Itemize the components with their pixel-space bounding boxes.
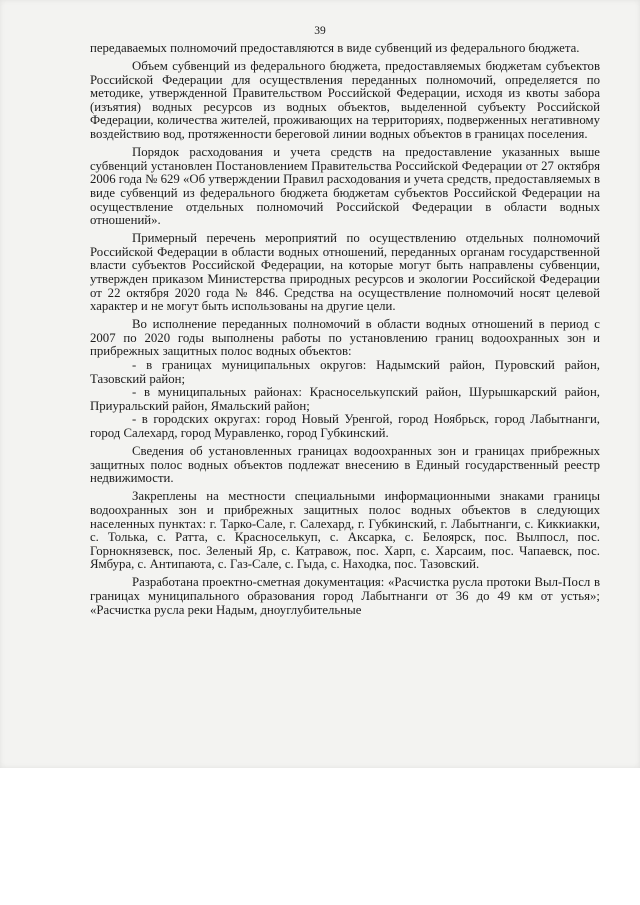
- paragraph-works-performed: Во исполнение переданных полномочий в области водных отношений в период с 2007 по 2020 годы выполнены работы по установлению границ водоохранных зон и прибрежных защитных полос водных объектов:: [90, 317, 600, 359]
- paragraph-activity-list: Примерный перечень мероприятий по осуществлению отдельных полномочий Российской Федерации в области водных отношений, переданных органам государственной власти субъектов Российской Федерации, на которые могут быть направлены субвенции, утвержден приказом Министерства природных ресурсов и экологии Российской Федерации от 22 октября 2020 года № 846. Средства на осуществление полномочий носят целевой характер и не могут быть использованы на другие цели.: [90, 231, 600, 314]
- paragraph-design-docs: Разработана проектно-сметная документация: «Расчистка русла протоки Выл-Посл в границах муниципального образования город Лабытнанги от 36 до 49 км от устья»; «Расчистка русла реки Надым, дноуглубительные: [90, 575, 600, 617]
- page-number: 39: [314, 25, 326, 37]
- list-item-municipal-areas: - в муниципальных районах: Красноселькупский район, Шурышкарский район, Приуральский район, Ямальский район;: [90, 385, 600, 413]
- paragraph-continuation: передаваемых полномочий предоставляются в виде субвенций из федерального бюджета.: [90, 41, 580, 55]
- list-item-municipal-districts: - в границах муниципальных округов: Надымский район, Пуровский район, Тазовский район;: [90, 358, 600, 386]
- document-body: [90, 42, 600, 622]
- paragraph-signs-installed: Закреплены на местности специальными информационными знаками границы водоохранных зон и прибрежных защитных полос водных объектов в следующих населенных пунктах: г. Тарко-Сале, г. Салехард, г. Губкинский, г. Лабытнанги, с. Киккиакки, с. Толька, с. Ратта, с. Красноселькуп, с. Аксарка, с. Белоярск, пос. Вылпосл, пос. Горнокнязевск, пос. Зеленый Яр, с. Катравож, пос. Харп, с. Харсаим, пос. Чапаевск, пос. Ямбура, с. Антипаюта, с. Газ-Сале, с. Гыда, с. Находка, пос. Тазовский.: [90, 489, 600, 572]
- paragraph-registry: Сведения об установленных границах водоохранных зон и границах прибрежных защитных полос водных объектов подлежат внесению в Единый государственный реестр недвижимости.: [90, 444, 600, 486]
- list-item-city-districts: - в городских округах: город Новый Уренгой, город Ноябрьск, город Лабытнанги, город Салехард, город Муравленко, город Губкинский.: [90, 412, 600, 441]
- paragraph-spending-procedure: Порядок расходования и учета средств на предоставление указанных выше субвенций установлен Постановлением Правительства Российской Федерации от 27 октября 2006 года № 629 «Об утверждении Правил расходования и учета средств, предоставляемых в виде субвенций из федерального бюджета бюджетам субъектов Российской Федерации на осуществление отдельных полномочий Российской Федерации в области водных отношений».: [90, 145, 600, 228]
- paragraph-subvention-volume: Объем субвенций из федерального бюджета, предоставляемых бюджетам субъектов Российской Федерации для осуществления переданных полномочий, определяется по методике, утвержденной Правительством Российской Федерации, исходя из квоты забора (изъятия) водных ресурсов из водных объектов, выделенной субъекту Российской Федерации, количества жителей, проживающих на территориях, подверженных негативному воздействию вод, протяженности береговой линии водных объектов в границах поселения.: [90, 59, 600, 142]
